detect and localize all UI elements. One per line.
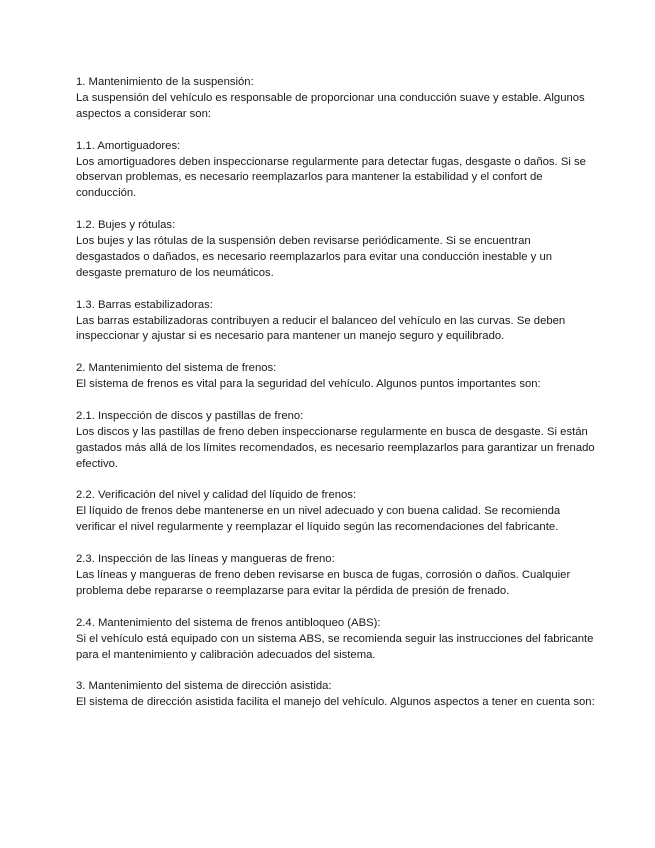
section-heading: 2.1. Inspección de discos y pastillas de freno: — [76, 409, 304, 422]
section-discos-pastillas — [76, 409, 596, 473]
section-heading: 1.1. Amortiguadores: — [76, 139, 181, 152]
document-page — [76, 75, 596, 727]
section-body: El sistema de dirección asistida facilita el manejo del vehículo. Algunos aspectos a tener en cuenta son: — [76, 696, 595, 709]
section-heading: 2. Mantenimiento del sistema de frenos: — [76, 362, 277, 375]
section-suspension — [76, 75, 596, 123]
section-body: El líquido de frenos debe mantenerse en un nivel adecuado y con buena calidad. Se recomienda verificar el nivel regularmente y reemplazar el líquido según las recomendaciones del fabricante. — [76, 505, 561, 534]
section-body: Los bujes y las rótulas de la suspensión deben revisarse periódicamente. Si se encuentran desgastados o dañados, es necesario reemplazarlos para evitar una conducción inestable y un desgaste prematuro de los neumáticos. — [76, 235, 553, 279]
section-body: La suspensión del vehículo es responsable de proporcionar una conducción suave y estable. Algunos aspectos a considerar son: — [76, 91, 585, 120]
section-body: Las líneas y mangueras de freno deben revisarse en busca de fugas, corrosión o daños. Cualquier problema debe repararse o reemplazarse para evitar la pérdida de presión de frenado. — [76, 568, 571, 597]
section-bujes-rotulas — [76, 218, 596, 282]
section-body: El sistema de frenos es vital para la seguridad del vehículo. Algunos puntos importantes son: — [76, 378, 541, 391]
section-heading: 1.2. Bujes y rótulas: — [76, 219, 176, 232]
section-heading: 2.3. Inspección de las líneas y mangueras de freno: — [76, 553, 335, 566]
section-heading: 2.2. Verificación del nivel y calidad del líquido de frenos: — [76, 489, 357, 502]
section-heading: 3. Mantenimiento del sistema de dirección asistida: — [76, 680, 332, 693]
section-amortiguadores — [76, 139, 596, 203]
section-body: Las barras estabilizadoras contribuyen a reducir el balanceo del vehículo en las curvas. Se deben inspeccionar y ajustar si es necesario para mantener un manejo seguro y equilibrado. — [76, 314, 566, 343]
section-heading: 1.3. Barras estabilizadoras: — [76, 298, 213, 311]
section-lineas-mangueras — [76, 552, 596, 600]
section-abs — [76, 616, 596, 664]
section-liquido-frenos — [76, 488, 596, 536]
section-frenos — [76, 361, 596, 393]
section-body: Si el vehículo está equipado con un sistema ABS, se recomienda seguir las instrucciones del fabricante para el mantenimiento y calibración adecuados del sistema. — [76, 632, 594, 661]
section-heading: 2.4. Mantenimiento del sistema de frenos antibloqueo (ABS): — [76, 616, 381, 629]
section-heading: 1. Mantenimiento de la suspensión: — [76, 76, 254, 88]
section-body: Los discos y las pastillas de freno deben inspeccionarse regularmente en busca de desgaste. Si están gastados más allá de los límites recomendados, es necesario reemplazarlos para garantizar un frenado efectivo. — [76, 425, 595, 470]
section-body: Los amortiguadores deben inspeccionarse regularmente para detectar fugas, desgaste o daños. Si se observan problemas, es necesario reemplazarlos para mantener la estabilidad y el confort de conducción. — [76, 155, 586, 200]
section-direccion-asistida — [76, 679, 596, 711]
section-barras-estabilizadoras — [76, 298, 596, 346]
